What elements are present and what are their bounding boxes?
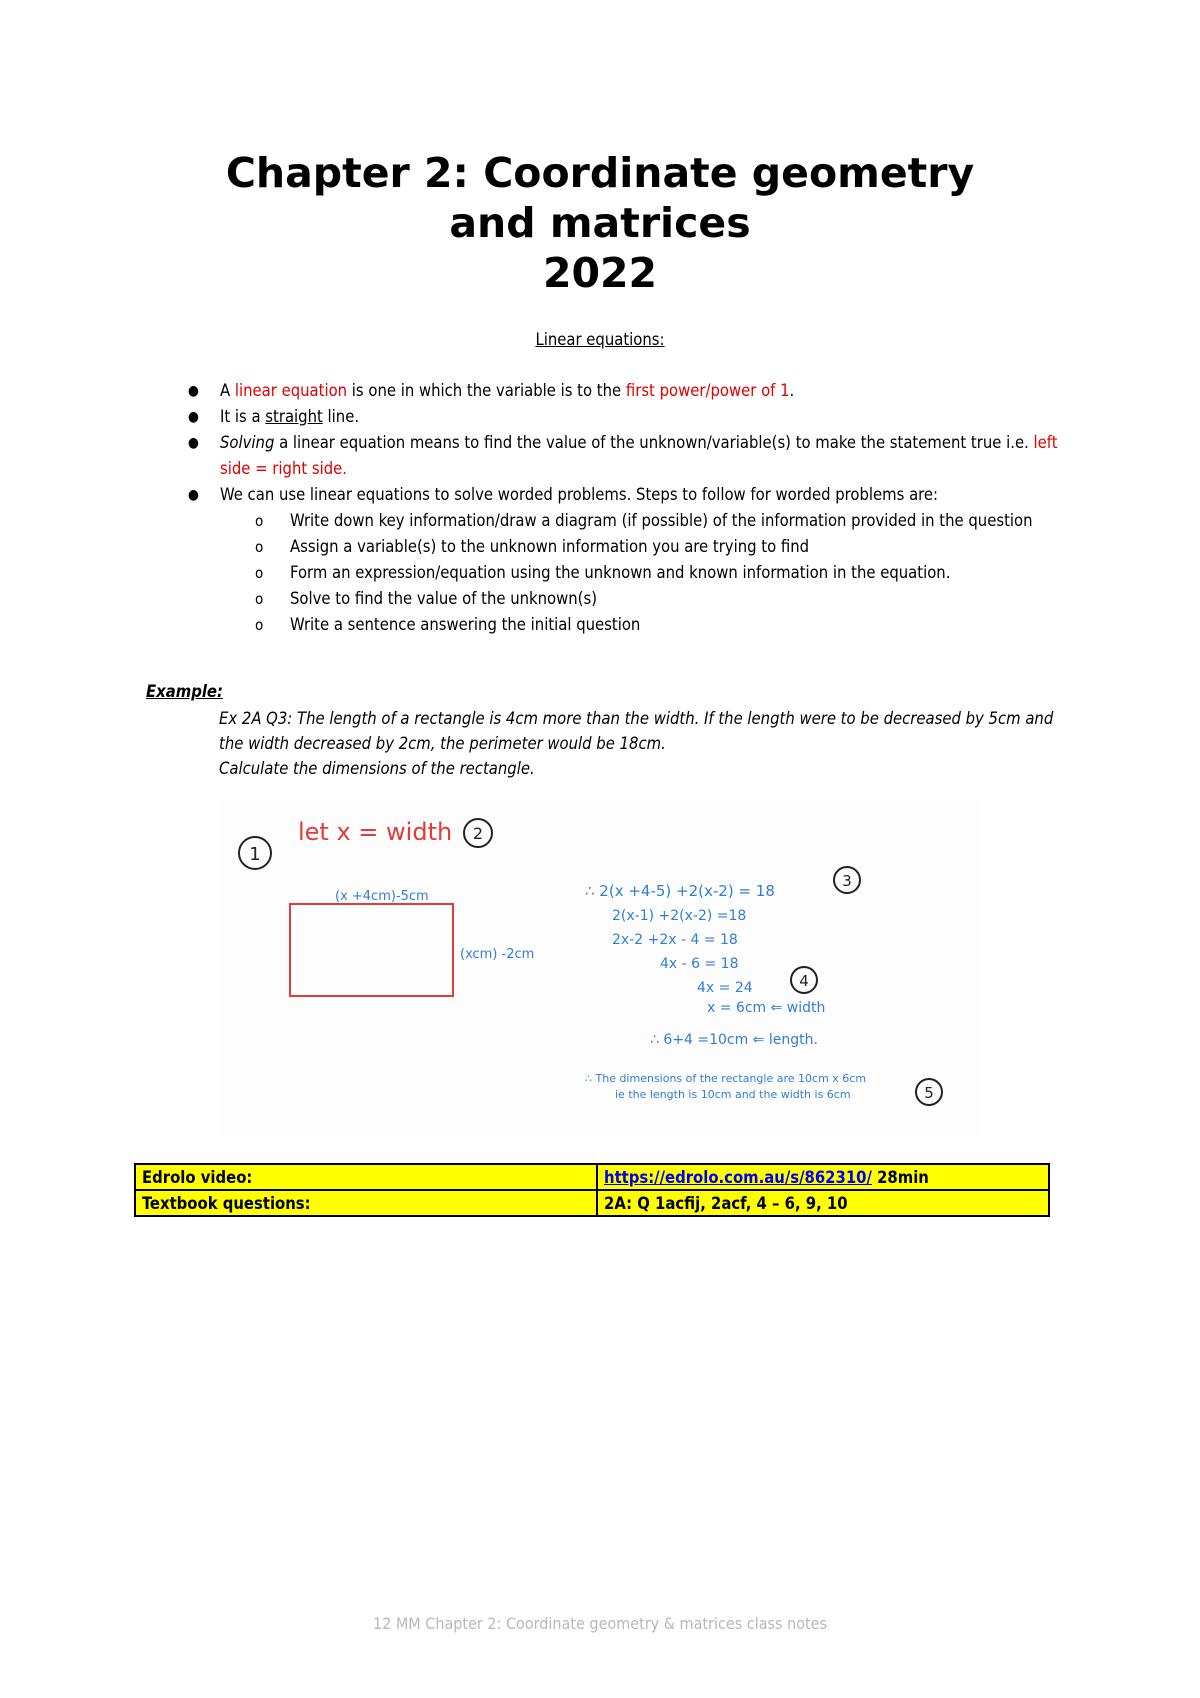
step-marker: o (255, 564, 264, 582)
text: a linear equation means to find the value of the unknown/variable(s) to make the statement true i.e. (274, 433, 1034, 452)
term-linear-equation: linear equation (234, 381, 348, 400)
page-title (0, 148, 1200, 298)
bullet-marker: ● (188, 383, 199, 399)
example-line-1: Ex 2A Q3: The length of a rectangle is 4cm more than the width. If the length were to be decreased by 5cm and the width decreased by 2cm, the perimeter would be 18cm. (219, 709, 1054, 753)
term-first-power: first power/power of 1 (625, 381, 790, 400)
step-marker: o (255, 512, 264, 530)
working-line: 2(x-1) +2(x-2) =18 (612, 908, 747, 924)
bullet-marker: ● (188, 435, 199, 451)
conclusion-line: ie the length is 10cm and the width is 6cm (615, 1088, 851, 1101)
step-marker: o (255, 616, 264, 634)
circle-number-2 (464, 819, 492, 847)
resources-table (134, 1163, 1050, 1217)
working-line: 2x-2 +2x - 4 = 18 (612, 932, 738, 948)
text: line. (322, 407, 360, 426)
svg-text:3: 3 (842, 872, 852, 890)
svg-text:1: 1 (249, 844, 261, 865)
bullet-list (188, 378, 1068, 638)
edrolo-label: Edrolo video: (135, 1164, 597, 1190)
table-row (135, 1190, 1049, 1216)
working-lines (585, 882, 866, 1101)
term-solving: Solving (220, 433, 275, 452)
step-item (255, 586, 1068, 612)
svg-text:2: 2 (472, 824, 484, 843)
steps-list (220, 508, 1068, 638)
step-text: Assign a variable(s) to the unknown information you are trying to find (290, 537, 810, 556)
bullet-worded-problems (188, 482, 1068, 638)
term-straight: straight (265, 407, 323, 426)
circle-number-4 (791, 967, 817, 993)
example-line-2: Calculate the dimensions of the rectangle. (219, 759, 535, 778)
bullet-straight-line (188, 404, 1068, 430)
step-item (255, 534, 1068, 560)
length-label: (x +4cm)-5cm (335, 889, 429, 904)
example-label: Example: (146, 682, 223, 701)
title-line-2: and matrices (449, 199, 751, 247)
step-marker: o (255, 590, 264, 608)
step-item (255, 612, 1068, 638)
svg-text:4: 4 (799, 972, 809, 990)
circle-number-1 (239, 837, 271, 869)
working-line: 4x = 24 (697, 980, 753, 996)
table-row (135, 1164, 1049, 1190)
worked-solution-sketch (220, 798, 980, 1136)
title-line-3: 2022 (542, 249, 658, 297)
working-line: ∴ 6+4 =10cm ⇐ length. (650, 1032, 818, 1048)
circle-number-5 (916, 1079, 942, 1105)
svg-text:5: 5 (924, 1084, 934, 1102)
step-item (255, 560, 1068, 586)
step-text: Write a sentence answering the initial question (290, 615, 641, 634)
step-text: Solve to find the value of the unknown(s) (290, 589, 597, 608)
step-marker: o (255, 538, 264, 556)
video-duration: 28min (871, 1167, 929, 1187)
bullet-marker: ● (188, 487, 199, 503)
text: It is a (220, 407, 266, 426)
step-text: Write down key information/draw a diagram (if possible) of the information provided in the question (290, 511, 1033, 530)
page-footer: 12 MM Chapter 2: Coordinate geometry & matrices class notes (372, 1614, 828, 1633)
working-line: ∴ 2(x +4-5) +2(x-2) = 18 (585, 882, 775, 900)
title-line-1: Chapter 2: Coordinate geometry (225, 149, 975, 197)
text: is one in which the variable is to the (347, 381, 626, 400)
let-statement: let x = width (298, 818, 453, 846)
rectangle-drawing (290, 904, 453, 996)
width-label: (xcm) -2cm (460, 947, 535, 962)
section-heading: Linear equations: (535, 330, 665, 349)
text: A (220, 381, 235, 400)
step-text: Form an expression/equation using the unknown and known information in the equation. (290, 563, 951, 582)
text: We can use linear equations to solve worded problems. Steps to follow for worded problems are: (220, 485, 939, 504)
bullet-marker: ● (188, 409, 199, 425)
edrolo-value (597, 1164, 1049, 1190)
textbook-label: Textbook questions: (135, 1190, 597, 1216)
example-question (219, 706, 1069, 781)
step-item (255, 508, 1068, 534)
working-line: 4x - 6 = 18 (660, 956, 739, 972)
term-left-right: left side = right side. (220, 433, 1058, 478)
text: . (789, 381, 795, 400)
bullet-solving (188, 430, 1068, 482)
circle-number-3 (834, 867, 860, 893)
bullet-linear-definition (188, 378, 1068, 404)
working-line: x = 6cm ⇐ width (707, 1000, 826, 1016)
textbook-value: 2A: Q 1acfij, 2acf, 4 – 6, 9, 10 (597, 1190, 1049, 1216)
conclusion-line: ∴ The dimensions of the rectangle are 10cm x 6cm (585, 1072, 867, 1085)
edrolo-link[interactable]: https://edrolo.com.au/s/862310/ (604, 1167, 872, 1187)
